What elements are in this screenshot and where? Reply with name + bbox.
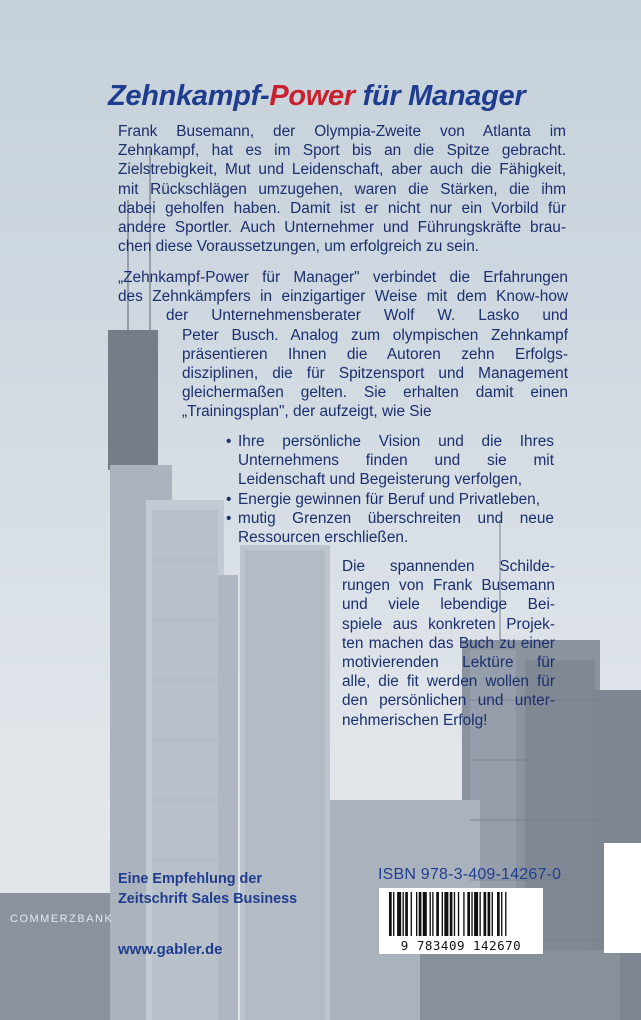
concept-line: Peter Busch. Analog zum olympischen Zehnkampf (182, 326, 568, 344)
closing-line: rungen von Frank Busemann (342, 577, 555, 595)
barcode-bar (479, 892, 480, 936)
bullet-line: Leidenschaft und Begeisterung verfolgen, (238, 471, 523, 489)
barcode-bar (442, 892, 443, 936)
intro-line: Zielstrebigkeit, Mut und Leidenschaft, aber auch die Fähigkeit, (118, 161, 566, 179)
barcode-bar (497, 892, 500, 936)
barcode-bar (467, 892, 470, 936)
concept-paragraph (118, 268, 568, 422)
barcode-bar (450, 892, 453, 936)
recommendation-line: Eine Empfehlung der (118, 871, 262, 887)
barcode-bar (474, 892, 478, 936)
barcode-bar (419, 892, 422, 936)
intro-line: andere Sportler. Auch Unternehmer und Führungskräfte brau- (118, 219, 566, 237)
barcode-bar (403, 892, 404, 936)
barcode-bar (430, 892, 431, 936)
barcode-bar (416, 892, 417, 936)
concept-line: gleichermaßen gelten. Sie erhalten damit einen (182, 384, 568, 402)
intro-line: dabei geholfen haben. Damit ist er nicht nur ein Vorbild für (118, 199, 566, 217)
book-title (108, 80, 525, 113)
intro-line: Frank Busemann, der Olympia-Zweite von Atlanta im (118, 123, 566, 140)
barcode-digits: 9 783409 142670 (400, 938, 522, 953)
closing-line: motivierenden Lektüre für (342, 654, 555, 672)
intro-line: chen diese Voraussetzungen, um erfolgreich zu sein. (118, 238, 480, 256)
barcode (379, 888, 543, 954)
list-item (226, 509, 554, 547)
intro-line: Zehnkampf, hat es im Sport bis an die Spitze gebracht. (118, 142, 566, 160)
bullet-line: mutig Grenzen überschreiten und neue (238, 509, 554, 527)
concept-line: „Trainingsplan", der aufzeigt, wie Sie (182, 403, 432, 421)
closing-line: Die spannenden Schilde- (342, 558, 555, 575)
bullet-line: Ihre persönliche Vision und die Ihres (238, 433, 554, 450)
bullet-line: Energie gewinnen für Beruf und Privatleben, (238, 490, 541, 508)
concept-line: des Zehnkämpfers in einzigartiger Weise mit dem Know-how (118, 288, 568, 306)
barcode-bar (436, 892, 439, 936)
bullet-line: Unternehmens finden und sie mit (238, 452, 554, 470)
concept-line: „Zehnkampf-Power für Manager" verbindet die Erfahrungen (118, 269, 568, 286)
title-part-3: für Manager (354, 80, 526, 112)
closing-paragraph (342, 557, 555, 730)
barcode-bar (444, 892, 448, 936)
barcode-bar (463, 892, 464, 936)
title-part-1: Zehnkampf- (108, 80, 270, 112)
closing-line: ten machen das Buch zu einer (342, 634, 555, 652)
barcode-bar (393, 892, 394, 936)
bullet-icon: • (226, 509, 232, 527)
title-accent-power: Power (269, 80, 355, 112)
closing-line: alle, die fit werden wollen für (342, 673, 555, 691)
recommendation (118, 869, 297, 909)
barcode-bar (454, 892, 455, 936)
barcode-bar (501, 892, 502, 936)
barcode-bar (432, 892, 433, 936)
barcode-bar (488, 892, 491, 936)
building-sign: COMMERZBANK (10, 913, 114, 925)
concept-line: präsentieren Ihnen die Autoren zehn Erfolgs- (182, 345, 568, 363)
closing-line: den persönlichen und unter- (342, 692, 555, 710)
closing-line: spiele aus konkreten Projek- (342, 615, 555, 633)
recommendation-line: Zeitschrift Sales Business (118, 891, 298, 907)
list-item (226, 490, 554, 509)
bullet-list (226, 432, 554, 547)
barcode-bar (505, 892, 506, 936)
barcode-bar (492, 892, 493, 936)
isbn-number: ISBN 978-3-409-14267-0 (378, 866, 562, 883)
intro-line: mit Rückschlägen umzugehen, waren die Stärken, die ihm (118, 180, 566, 198)
barcode-bar (405, 892, 408, 936)
concept-line: disziplinen, die für Spitzensport und Management (182, 365, 568, 383)
list-item (226, 432, 554, 490)
barcode-bar (389, 892, 392, 936)
barcode-bar (458, 892, 459, 936)
intro-paragraph (118, 122, 566, 256)
concept-line: der Unternehmensberater Wolf W. Lasko und (166, 307, 568, 325)
barcode-bar (471, 892, 472, 936)
closing-line: und viele lebendige Bei- (342, 596, 555, 614)
barcode-bars (379, 888, 543, 940)
website-link[interactable]: www.gabler.de (118, 941, 223, 958)
barcode-bar (397, 892, 401, 936)
bullet-icon: • (226, 433, 232, 450)
bullet-line: Ressourcen erschließen. (238, 529, 409, 547)
white-edge-tab (604, 843, 641, 953)
bullet-icon: • (226, 490, 232, 508)
closing-line: nehmerischen Erfolg! (342, 711, 488, 729)
barcode-bar (411, 892, 412, 936)
barcode-bar (484, 892, 487, 936)
barcode-bar (423, 892, 427, 936)
